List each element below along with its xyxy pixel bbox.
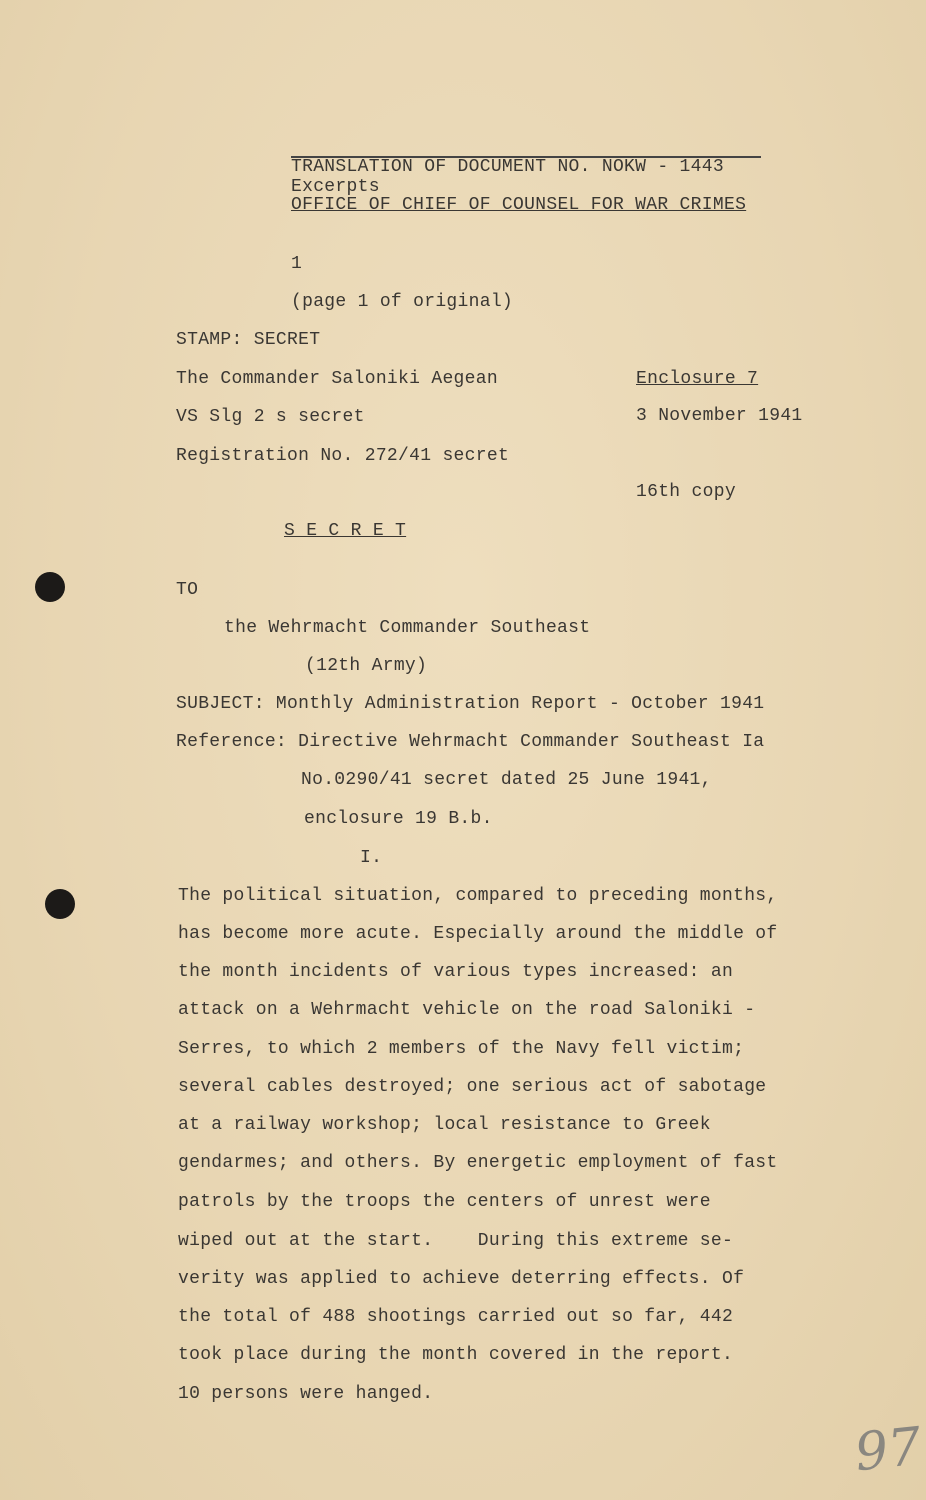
body-line: verity was applied to achieve deterring effects. Of bbox=[178, 1269, 745, 1289]
body-line: patrols by the troops the centers of unrest were bbox=[178, 1192, 711, 1212]
body-line: 10 persons were hanged. bbox=[178, 1384, 434, 1404]
body-line: several cables destroyed; one serious act of sabotage bbox=[178, 1077, 767, 1097]
body-line: has become more acute. Especially around the middle of bbox=[178, 924, 778, 944]
subject-line: SUBJECT: Monthly Administration Report - October 1941 bbox=[176, 694, 765, 714]
handwritten-page-number: 97 bbox=[852, 1416, 925, 1484]
classification: S E C R E T bbox=[284, 521, 407, 541]
body-line: wiped out at the start. During this extreme se- bbox=[178, 1231, 734, 1251]
body-line: the month incidents of various types increased: an bbox=[178, 962, 734, 982]
to-label: TO bbox=[176, 580, 199, 600]
document-date: 3 November 1941 bbox=[636, 406, 803, 426]
body-line: took place during the month covered in the report. bbox=[178, 1345, 734, 1365]
copy-number: 16th copy bbox=[636, 482, 736, 502]
body-line: Serres, to which 2 members of the Navy fell victim; bbox=[178, 1039, 745, 1059]
enclosure-label: Enclosure 7 bbox=[636, 369, 759, 389]
addressee-line-1: the Wehrmacht Commander Southeast bbox=[224, 618, 591, 638]
page-note: (page 1 of original) bbox=[291, 292, 514, 312]
body-line: at a railway workshop; local resistance to Greek bbox=[178, 1115, 711, 1135]
sender-line-3: Registration No. 272/41 secret bbox=[176, 446, 510, 466]
header-subtitle: Excerpts bbox=[291, 177, 380, 197]
reference-line-1: Reference: Directive Wehrmacht Commander Southeast Ia bbox=[176, 732, 765, 752]
sender-line-2: VS Slg 2 s secret bbox=[176, 407, 365, 427]
header-office: OFFICE OF CHIEF OF COUNSEL FOR WAR CRIMES bbox=[291, 195, 747, 215]
reference-line-2: No.0290/41 secret dated 25 June 1941, bbox=[301, 770, 712, 790]
stamp: STAMP: SECRET bbox=[176, 330, 321, 350]
header-title: TRANSLATION OF DOCUMENT NO. NOKW - 1443 bbox=[291, 157, 724, 177]
addressee-line-2: (12th Army) bbox=[305, 656, 428, 676]
body-line: the total of 488 shootings carried out so far, 442 bbox=[178, 1307, 734, 1327]
sender-line-1: The Commander Saloniki Aegean bbox=[176, 369, 498, 389]
body-line: The political situation, compared to preceding months, bbox=[178, 886, 778, 906]
section-heading: I. bbox=[360, 848, 383, 868]
punch-hole-top bbox=[35, 572, 65, 602]
punch-hole-bottom bbox=[45, 889, 75, 919]
reference-line-3: enclosure 19 B.b. bbox=[304, 809, 493, 829]
page-number: 1 bbox=[291, 254, 303, 274]
body-line: gendarmes; and others. By energetic employment of fast bbox=[178, 1153, 778, 1173]
body-line: attack on a Wehrmacht vehicle on the road Saloniki - bbox=[178, 1000, 756, 1020]
